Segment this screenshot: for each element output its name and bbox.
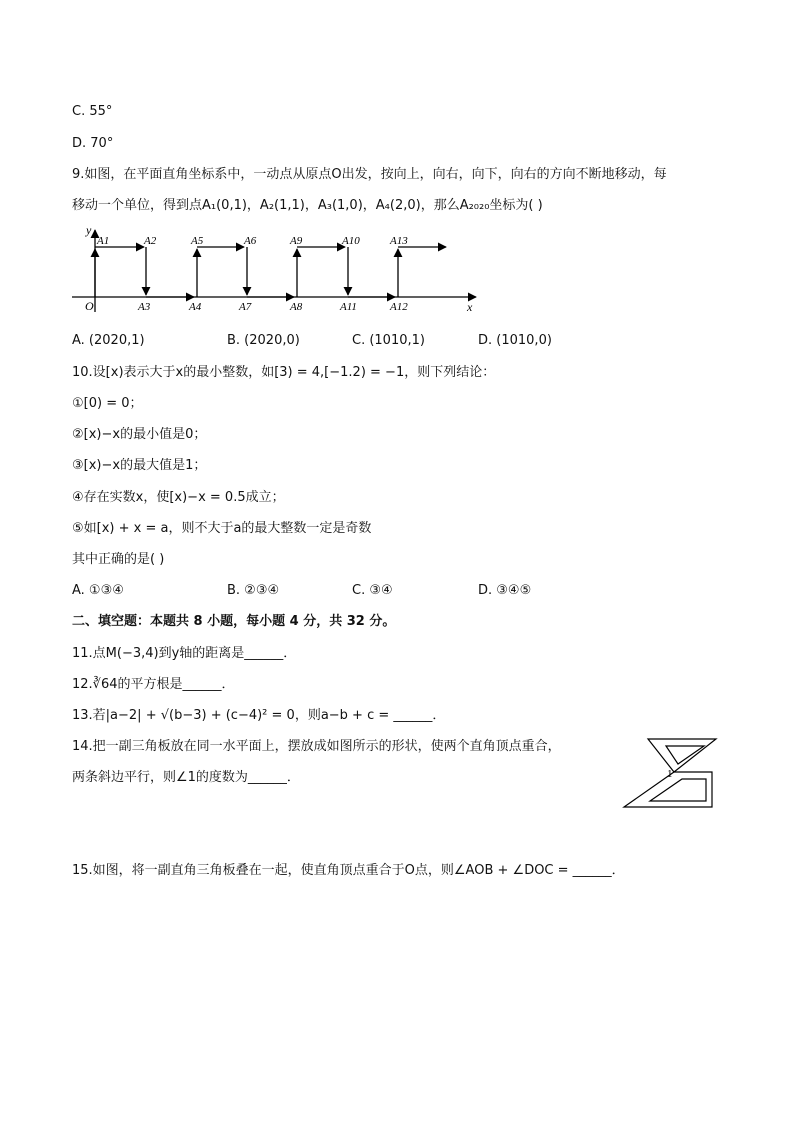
point-label-a5: A5 — [191, 235, 204, 247]
point-label-a3: A3 — [138, 301, 151, 313]
point-label-a12: A12 — [390, 301, 408, 313]
point-label-a9: A9 — [290, 235, 303, 247]
section-heading: 二、填空题：本题共 8 小题，每小题 4 分，共 32 分。 — [72, 614, 396, 629]
q9-option-c: C. (1010,1) — [352, 333, 425, 348]
q9-stem-line2: 移动一个单位，得到点A₁(0,1)，A₂(1,1)，A₃(1,0)，A₄(2,0)，那么A₂₀₂₀坐标为( ) — [72, 198, 543, 213]
point-label-a13: A13 — [390, 235, 408, 247]
q12: 12.∛64的平方根是______． — [72, 677, 235, 692]
q9-figure — [66, 222, 486, 317]
q10-item-5: ⑤如[x) + x = a，则不大于a的最大整数一定是奇数 — [72, 521, 372, 536]
q10-stem: 10.设[x)表示大于x的最小整数，如[3) = 4,[−1.2) = −1，则下列结论： — [72, 365, 496, 380]
q10-item-2: ②[x)−x的最小值是0； — [72, 427, 207, 442]
q10-item-4: ④存在实数x，使[x)−x = 0.5成立； — [72, 490, 285, 505]
q9-option-a: A. (2020,1) — [72, 333, 145, 348]
point-label-a11: A11 — [340, 301, 357, 313]
q15: 15.如图，将一副直角三角板叠在一起，使直角顶点重合于O点，则∠AOB + ∠DOC = ______． — [72, 863, 625, 878]
angle-1-label: 1 — [667, 768, 673, 780]
q10-ask: 其中正确的是( ) — [72, 552, 165, 567]
option-c-prev: C. 55° — [72, 104, 113, 119]
q10-option-b: B. ②③④ — [227, 583, 280, 598]
q10-item-1: ①[0) = 0； — [72, 396, 143, 411]
q14-stem-line2: 两条斜边平行，则∠1的度数为______． — [72, 770, 300, 785]
point-label-a4: A4 — [189, 301, 202, 313]
q10-option-d: D. ③④⑤ — [478, 583, 532, 598]
option-d-prev: D. 70° — [72, 136, 114, 151]
point-label-a10: A10 — [342, 235, 360, 247]
point-label-a8: A8 — [290, 301, 303, 313]
x-axis-label: x — [467, 300, 473, 314]
q10-option-a: A. ①③④ — [72, 583, 124, 598]
q14-figure — [620, 735, 720, 811]
point-label-a1: A1 — [97, 235, 110, 247]
q13: 13.若|a−2| + √(b−3) + (c−4)² = 0，则a−b + c = ______． — [72, 708, 446, 723]
q9-option-b: B. (2020,0) — [227, 333, 300, 348]
q11: 11.点M(−3,4)到y轴的距离是______． — [72, 646, 297, 661]
point-label-a7: A7 — [239, 301, 252, 313]
y-axis-label: y — [86, 223, 92, 237]
q9-stem-line1: 9.如图，在平面直角坐标系中，一动点从原点O出发，按向上，向右，向下，向右的方向不断地移动，每 — [72, 167, 667, 182]
point-label-a2: A2 — [144, 235, 157, 247]
point-label-a6: A6 — [244, 235, 257, 247]
q10-option-c: C. ③④ — [352, 583, 393, 598]
q10-item-3: ③[x)−x的最大值是1； — [72, 458, 207, 473]
q9-option-d: D. (1010,0) — [478, 333, 552, 348]
origin-label: O — [85, 299, 94, 313]
q14-stem-line1: 14.把一副三角板放在同一水平面上，摆放成如图所示的形状，使两个直角顶点重合， — [72, 739, 561, 754]
